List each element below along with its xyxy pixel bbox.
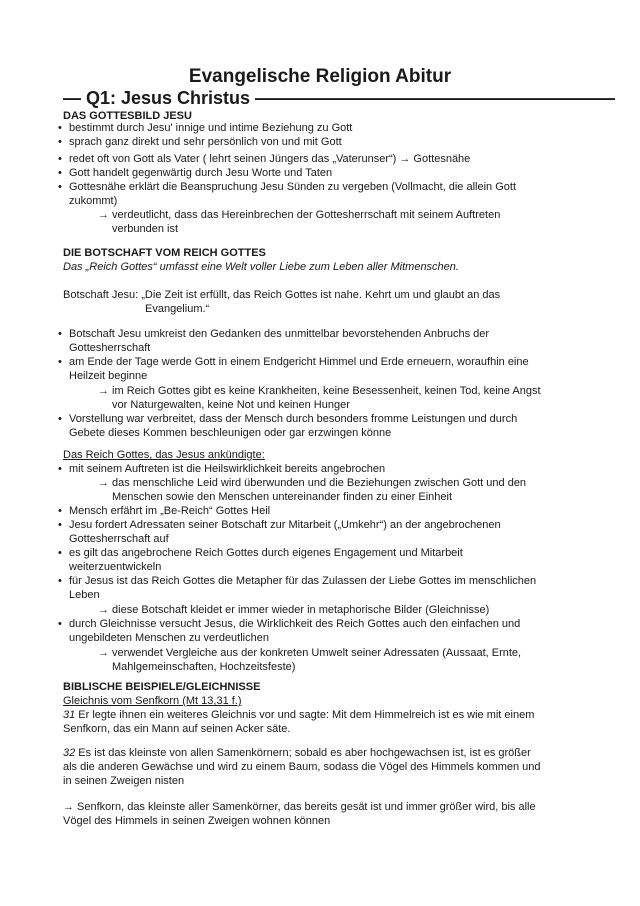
arrow-note-continued: Menschen sowie den Menschen untereinander finden zu einer Einheit bbox=[112, 491, 452, 503]
verse-number: 32 bbox=[63, 747, 76, 759]
list-item: bestimmt durch Jesu' innige und intime Beziehung zu Gott bbox=[69, 122, 353, 134]
bullet-icon: • bbox=[58, 505, 62, 517]
list-item: Mensch erfährt im „Be-Reich“ Gottes Heil bbox=[69, 505, 271, 517]
heading-botschaft: DIE BOTSCHAFT VOM REICH GOTTES bbox=[63, 247, 266, 259]
heading-biblische-beispiele: BIBLISCHE BEISPIELE/GLEICHNISSE bbox=[63, 681, 261, 693]
section-title-q1: — Q1: Jesus Christus ———————————————————— bbox=[63, 88, 616, 108]
list-item: redet oft von Gott als Vater ( lehrt seinen Jüngers das „Vaterunser“) → Gottesnähe bbox=[69, 153, 471, 165]
list-item: Jesu fordert Adressaten seiner Botschaft zur Mitarbeit („Umkehr“) an der angebrochenen bbox=[69, 519, 501, 531]
list-item: für Jesus ist das Reich Gottes die Metapher für das Zulassen der Liebe Gottes im menschlichen bbox=[69, 575, 537, 587]
bullet-icon: • bbox=[58, 547, 62, 559]
bullet-icon: • bbox=[58, 413, 62, 425]
heading-gottesbild: DAS GOTTESBILD JESU bbox=[63, 110, 192, 122]
quote-line-continued: Evangelium.“ bbox=[145, 303, 210, 315]
bullet-icon: • bbox=[58, 519, 62, 531]
bullet-icon: • bbox=[58, 181, 62, 193]
bullet-icon: • bbox=[58, 328, 62, 340]
arrow-note-continued: vor Naturgewalten, keine Not und keinen Hunger bbox=[112, 399, 350, 411]
list-item-continued: Gebete dieses Kommen beschleunigen oder gar erzwingen könne bbox=[69, 427, 392, 439]
arrow-note: → verdeutlicht, dass das Hereinbrechen der Gottesherrschaft mit seinem Auftreten bbox=[98, 209, 501, 221]
list-item-continued: zukommt) bbox=[69, 195, 118, 207]
list-item-continued: ungebildeten Menschen zu verdeutlichen bbox=[69, 632, 269, 644]
bullet-icon: • bbox=[58, 122, 62, 134]
list-item: mit seinem Auftreten ist die Heilswirklichkeit bereits angebrochen bbox=[69, 463, 386, 475]
arrow-note: → im Reich Gottes gibt es keine Krankheiten, keine Besessenheit, keinen Tod, keine Angst bbox=[98, 385, 541, 397]
heading-reich-gottes: Das Reich Gottes, das Jesus ankündigte: bbox=[63, 449, 265, 461]
verse-31-continued: Senfkorn, das ein Mann auf seinen Acker säte. bbox=[63, 723, 291, 735]
list-item: Gottesnähe erklärt die Beanspruchung Jesu Sünden zu vergeben (Vollmacht, die allein Gott bbox=[69, 181, 516, 193]
list-item: es gilt das angebrochene Reich Gottes durch eigenes Engagement und Mitarbeit bbox=[69, 547, 463, 559]
list-item: Botschaft Jesu umkreist den Gedanken des unmittelbar bevorstehenden Anbruchs der bbox=[69, 328, 490, 340]
quote-line: Botschaft Jesu: „Die Zeit ist erfüllt, das Reich Gottes ist nahe. Kehrt um und glaubt an das bbox=[63, 289, 501, 301]
arrow-note-continued: Mahlgemeinschaften, Hochzeitsfeste) bbox=[112, 661, 296, 673]
verse-32-continued: in seinen Zweigen nisten bbox=[63, 775, 185, 787]
verse-text: Es ist das kleinste von allen Samenkörnern; sobald es aber hochgewachsen ist, ist es größer bbox=[75, 747, 531, 759]
bullet-icon: • bbox=[58, 463, 62, 475]
list-item-continued: weiterzuentwickeln bbox=[69, 561, 162, 573]
verse-32-continued: als die anderen Gewächse und wird zu einem Baum, sodass die Vögel des Himmels kommen und bbox=[63, 761, 541, 773]
conclusion-note: → Senfkorn, das kleinste aller Samenkörner, das bereits gesät ist und immer größer wird, bis alle bbox=[63, 801, 536, 813]
conclusion-note-continued: Vögel des Himmels in seinen Zweigen wohnen können bbox=[63, 815, 331, 827]
bullet-icon: • bbox=[58, 136, 62, 148]
list-item-continued: Leben bbox=[69, 589, 100, 601]
list-item: durch Gleichnisse versucht Jesus, die Wirklichkeit des Reich Gottes auch den einfachen und bbox=[69, 618, 521, 630]
verse-text: Er legte ihnen ein weiteres Gleichnis vor und sagte: Mit dem Himmelreich ist es wie mit einem bbox=[75, 709, 535, 721]
list-item-continued: Gottesherrschaft auf bbox=[69, 533, 169, 545]
document-title: Evangelische Religion Abitur bbox=[188, 66, 452, 87]
list-item: sprach ganz direkt und sehr persönlich von und mit Gott bbox=[69, 136, 342, 148]
bullet-icon: • bbox=[58, 618, 62, 630]
arrow-note: → das menschliche Leid wird überwunden und die Beziehungen zwischen Gott und den bbox=[98, 477, 527, 489]
list-item: Gott handelt gegenwärtig durch Jesu Worte und Taten bbox=[69, 167, 333, 179]
list-item-continued: Heilzeit beginne bbox=[69, 370, 148, 382]
verse-number: 31 bbox=[63, 709, 76, 721]
arrow-note: → verwendet Vergleiche aus der konkreten Umwelt seiner Adressaten (Aussaat, Ernte, bbox=[98, 647, 522, 659]
arrow-note-continued: verbunden ist bbox=[112, 223, 179, 235]
bullet-icon: • bbox=[58, 575, 62, 587]
arrow-note: → diese Botschaft kleidet er immer wieder in metaphorische Bilder (Gleichnisse) bbox=[98, 604, 490, 616]
list-item-continued: Gottesherrschaft bbox=[69, 342, 151, 354]
verse-32 bbox=[63, 746, 531, 760]
bullet-icon: • bbox=[58, 167, 62, 179]
list-item: am Ende der Tage werde Gott in einem Endgericht Himmel und Erde erneuern, woraufhin eine bbox=[69, 356, 529, 368]
bullet-icon: • bbox=[58, 153, 62, 165]
list-item: Vorstellung war verbreitet, dass der Mensch durch besonders fromme Leistungen und durch bbox=[69, 413, 518, 425]
subheading-senfkorn: Gleichnis vom Senfkorn (Mt 13,31 f.) bbox=[63, 695, 242, 707]
section-intro: Das „Reich Gottes“ umfasst eine Welt voller Liebe zum Leben aller Mitmenschen. bbox=[63, 261, 459, 273]
bullet-icon: • bbox=[58, 356, 62, 368]
verse-31 bbox=[63, 708, 534, 722]
